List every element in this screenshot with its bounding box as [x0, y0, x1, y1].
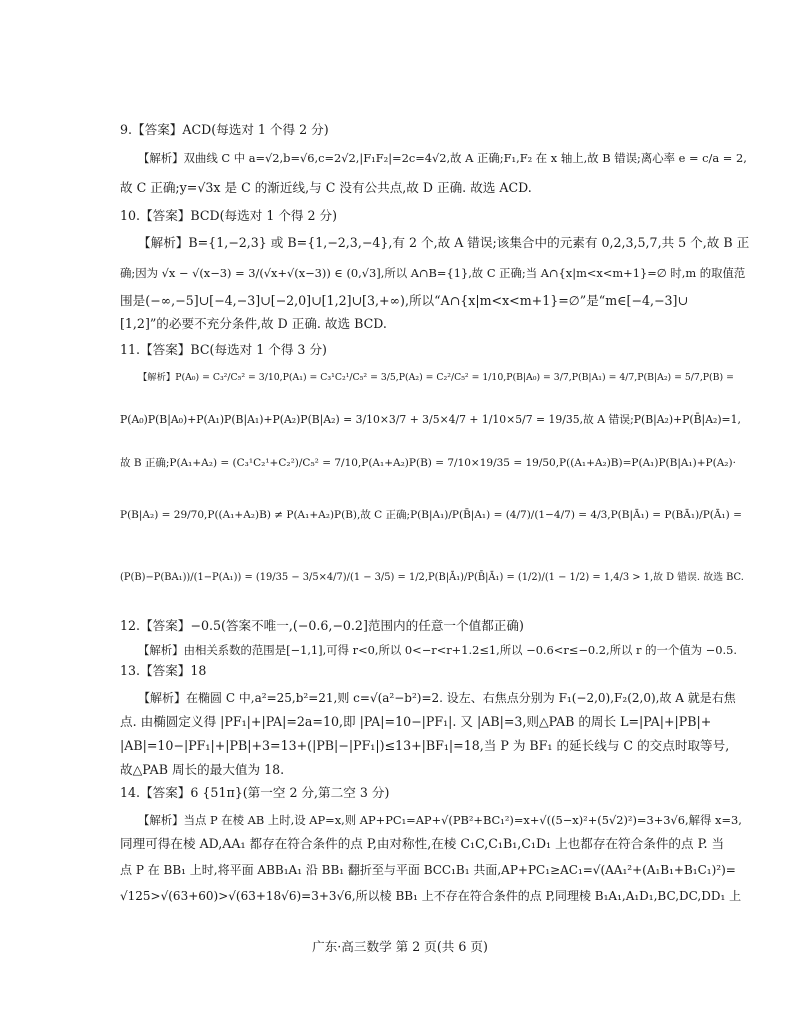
text-line-q9a: 【解析】双曲线 C 中 a=√2,b=√6,c=2√2,|F₁F₂|=2c=4√2,故 A 正确;F₁,F₂ 在 x 轴上,故 B 错误;离心率 e = c/a = 2,: [138, 151, 747, 165]
text-line-q14c: 点 P 在 BB₁ 上时,将平面 ABB₁A₁ 沿 BB₁ 翻折至与平面 BCC₁B₁ 共面,AP+PC₁≥AC₁=√(AA₁²+(A₁B₁+B₁C₁)²)=: [120, 863, 736, 877]
text-line-q11b: P(A₀)P(B|A₀)+P(A₁)P(B|A₁)+P(A₂)P(B|A₂) = 3/10×3/7 + 3/5×4/7 + 1/10×5/7 = 19/35,故 A 错误;P(B|A₂)+P(B̄|A₂)=1,: [120, 413, 741, 426]
text-line-q10c: 围是(−∞,−5]∪[−4,−3]∪[−2,0]∪[1,2]∪[3,+∞),所以“A∩{x|m<x<m+1}=∅”是“m∈[−4,−3]∪: [120, 293, 689, 308]
text-line-q13b: 点. 由椭圆定义得 |PF₁|+|PA|=2a=10,即 |PA|=10−|PF₁|. 又 |AB|=3,则△PAB 的周长 L=|PA|+|PB|+: [120, 714, 712, 729]
text-line-q11h: 11.【答案】BC(每选对 1 个得 3 分): [120, 342, 327, 357]
text-line-q10b: 确;因为 √x − √(x−3) = 3/(√x+√(x−3)) ∈ (0,√3],所以 A∩B={1},故 C 正确;当 A∩{x|m<x<m+1}=∅ 时,m 的取值范: [120, 266, 746, 280]
text-line-q11c: 故 B 正确;P(A₁+A₂) = (C₃¹C₂¹+C₂²)/C₅² = 7/10,P(A₁+A₂)P(B) = 7/10×19/35 = 19/50,P((A₁+A₂)B)=P(A₁)P(B|A₁)+P(A₂)·: [120, 457, 736, 469]
text-line-q12a: 【解析】由相关系数的范围是[−1,1],可得 r<0,所以 0<−r<r+1.2≤1,所以 −0.6<r≤−0.2,所以 r 的一个值为 −0.5.: [138, 643, 737, 657]
text-line-q13h: 13.【答案】18: [120, 663, 207, 678]
text-line-q13d: 故△PAB 周长的最大值为 18.: [120, 762, 285, 777]
text-line-q14b: 同理可得在棱 AD,AA₁ 都存在符合条件的点 P,由对称性,在棱 C₁C,C₁B₁,C₁D₁ 上也都存在符合条件的点 P. 当: [120, 836, 725, 851]
text-line-q10a: 【解析】B={1,−2,3} 或 B={1,−2,3,−4},有 2 个,故 A 错误;该集合中的元素有 0,2,3,5,7,共 5 个,故 B 正: [138, 235, 750, 250]
text-line-q13c: |AB|=10−|PF₁|+|PB|+3=13+(|PB|−|PF₁|)≤13+|BF₁|=18,当 P 为 BF₁ 的延长线与 C 的交点时取等号,: [120, 738, 730, 753]
page-footer: 广东·高三数学 第 2 页(共 6 页): [312, 939, 488, 954]
text-line-q14a: 【解析】当点 P 在棱 AB 上时,设 AP=x,则 AP+PC₁=AP+√(PB²+BC₁²)=x+√((5−x)²+(5√2)²)=3+3√6,解得 x=3,: [138, 813, 742, 827]
text-line-q10h: 10.【答案】BCD(每选对 1 个得 2 分): [120, 208, 338, 223]
text-line-q9h: 9.【答案】ACD(每选对 1 个得 2 分): [120, 122, 329, 137]
text-line-q12h: 12.【答案】−0.5(答案不唯一,(−0.6,−0.2]范围内的任意一个值都正确): [120, 618, 524, 633]
text-line-q11a: 【解析】P(A₀) = C₃²/C₅² = 3/10,P(A₁) = C₃¹C₂¹/C₅² = 3/5,P(A₂) = C₂²/C₅² = 1/10,P(B|A₀) = 3/7,P(B|A₁) = 4/7,P(B|A₂) = 5/7,P(B) =: [138, 372, 734, 383]
text-line-q9b: 故 C 正确;y=√3x 是 C 的渐近线,与 C 没有公共点,故 D 正确. 故选 ACD.: [120, 180, 532, 195]
text-line-q14h: 14.【答案】6 {51π}(第一空 2 分,第二空 3 分): [120, 785, 390, 800]
text-line-q13a: 【解析】在椭圆 C 中,a²=25,b²=21,则 c=√(a²−b²)=2. 设左、右焦点分别为 F₁(−2,0),F₂(2,0),故 A 就是右焦: [138, 691, 736, 705]
text-line-q14d: √125>√(63+60)>√(63+18√6)=3+3√6,所以棱 BB₁ 上不存在符合条件的点 P,同理棱 B₁A₁,A₁D₁,BC,DC,DD₁ 上: [120, 889, 742, 903]
text-line-q11e: (P(B)−P(BA₁))/(1−P(A₁)) = (19/35 − 3/5×4/7)/(1 − 3/5) = 1/2,P(B|Ā₁)/P(B̄|Ā₁) = (1/2)/(1 − 1/2) = 1,4/3 > 1,故 D 错误. 故选 BC.: [120, 572, 744, 583]
text-line-q10d: [1,2]”的必要不充分条件,故 D 正确. 故选 BCD.: [120, 316, 387, 331]
text-line-q11d: P(B|A₂) = 29/70,P((A₁+A₂)B) ≠ P(A₁+A₂)P(B),故 C 正确;P(B|A₁)/P(B̄|A₁) = (4/7)/(1−4/7) = 4/3,P(B|Ā₁) = P(BĀ₁)/P(Ā₁) =: [120, 509, 742, 521]
